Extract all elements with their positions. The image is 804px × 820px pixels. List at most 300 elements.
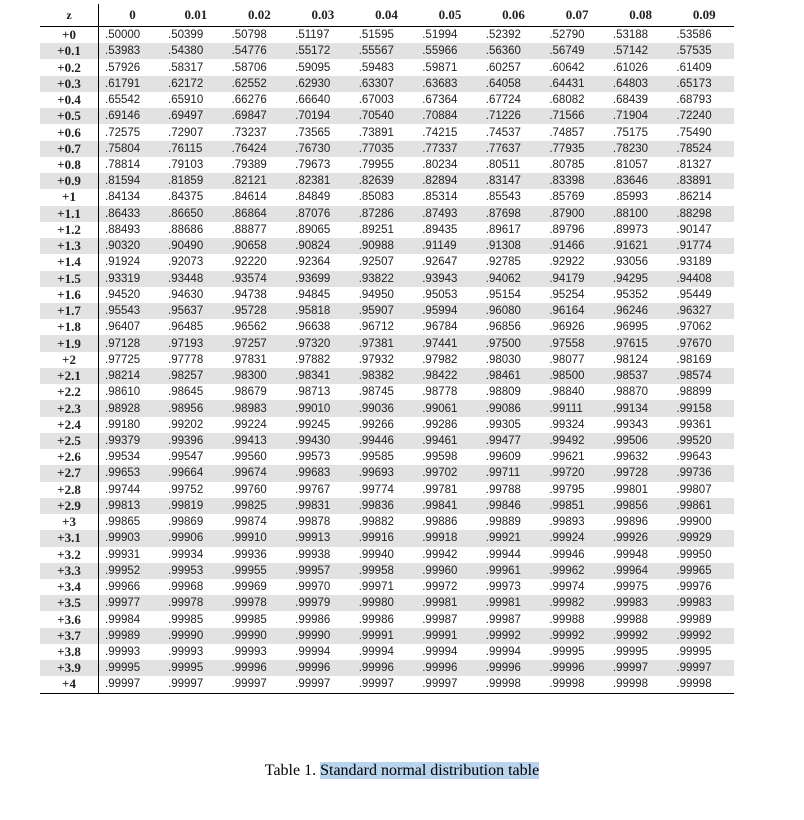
probability-cell: .99520 (670, 433, 734, 449)
probability-cell: .95053 (422, 288, 458, 301)
probability-cell: .99996 (480, 660, 544, 676)
probability-cell: .93319 (99, 271, 163, 287)
probability-cell: .63683 (416, 76, 480, 92)
z-value-cell: +0.5 (40, 108, 99, 124)
probability-cell: .78814 (105, 158, 141, 171)
probability-cell: .94520 (105, 288, 141, 301)
probability-cell: .59871 (422, 61, 458, 74)
probability-cell: .62172 (162, 76, 226, 92)
probability-cell: .98124 (612, 353, 649, 366)
probability-cell: .99998 (543, 676, 607, 693)
probability-cell: .97320 (289, 335, 353, 351)
probability-cell: .64058 (480, 76, 544, 92)
probability-cell: .97558 (543, 335, 607, 351)
table-row (40, 384, 734, 400)
z-value-cell: +0.3 (40, 76, 99, 92)
column-header: 0.04 (353, 4, 417, 27)
probability-cell: .99981 (416, 595, 480, 611)
probability-cell: .90824 (289, 238, 353, 254)
table-row (40, 222, 734, 238)
probability-cell: .51197 (295, 29, 330, 42)
probability-cell: .65173 (670, 76, 734, 92)
probability-cell: .51595 (358, 29, 394, 42)
z-value-cell: +0.2 (40, 59, 99, 75)
probability-cell: .99990 (162, 628, 226, 644)
table-row (40, 676, 734, 693)
probability-cell: .81859 (162, 173, 226, 189)
probability-cell: .77035 (353, 141, 417, 157)
probability-cell: .71904 (607, 108, 671, 124)
z-value-cell: +0.6 (40, 124, 99, 140)
z-value-cell: +3.1 (40, 530, 99, 546)
probability-cell: .99856 (607, 498, 671, 514)
probability-cell: .65542 (105, 94, 141, 107)
caption-prefix: Table 1. (264, 762, 321, 779)
probability-cell: .89617 (485, 223, 521, 236)
z-value-cell: +0.7 (40, 141, 99, 157)
probability-cell: .92220 (231, 256, 267, 269)
probability-cell: .99245 (295, 418, 331, 431)
probability-cell: .99506 (607, 433, 671, 449)
probability-cell: .99461 (416, 433, 480, 449)
normal-distribution-table (40, 4, 734, 694)
z-value-cell: +1.3 (40, 238, 99, 254)
probability-cell: .54776 (226, 43, 290, 59)
probability-cell: .87698 (480, 206, 544, 222)
probability-cell: .75490 (676, 126, 712, 139)
probability-cell: .99893 (549, 516, 585, 529)
table-row (40, 271, 734, 287)
probability-cell: .62930 (289, 76, 353, 92)
probability-cell: .99767 (295, 483, 331, 496)
probability-cell: .98713 (295, 386, 331, 399)
probability-cell: .55567 (353, 43, 417, 59)
table-row (40, 76, 734, 92)
probability-cell: .99971 (358, 581, 394, 594)
probability-cell: .99975 (612, 581, 649, 594)
table-row (40, 449, 734, 465)
probability-cell: .99413 (226, 433, 290, 449)
probability-cell: .85769 (549, 191, 585, 204)
probability-cell: .97381 (353, 335, 417, 351)
probability-cell: .99980 (353, 595, 417, 611)
column-header: 0 (99, 4, 163, 27)
probability-cell: .94062 (480, 271, 544, 287)
probability-cell: .74215 (422, 126, 458, 139)
probability-cell: .99202 (168, 418, 204, 431)
probability-cell: .99996 (226, 660, 290, 676)
probability-cell: .99924 (543, 530, 607, 546)
probability-cell: .99992 (670, 628, 734, 644)
z-value-cell: +2 (40, 352, 99, 368)
probability-cell: .99998 (670, 676, 734, 693)
probability-cell: .99989 (676, 613, 712, 626)
probability-cell: .50000 (105, 29, 141, 42)
probability-cell: .71226 (480, 108, 544, 124)
probability-cell: .90147 (676, 223, 712, 236)
column-header: 0.07 (543, 4, 607, 27)
probability-cell: .99477 (480, 433, 544, 449)
probability-cell: .99430 (289, 433, 353, 449)
probability-cell: .54380 (162, 43, 226, 59)
probability-cell: .77337 (416, 141, 480, 157)
probability-cell: .99994 (358, 646, 394, 659)
table-row (40, 514, 734, 530)
probability-cell: .99989 (99, 628, 163, 644)
z-value-cell: +0.9 (40, 173, 99, 189)
probability-cell: .99994 (485, 646, 521, 659)
probability-cell: .98778 (422, 386, 458, 399)
probability-cell: .99036 (353, 400, 417, 416)
z-value-cell: +0.8 (40, 157, 99, 173)
probability-cell: .76730 (289, 141, 353, 157)
probability-cell: .99896 (612, 516, 649, 529)
table-row (40, 530, 734, 546)
probability-cell: .82894 (416, 173, 480, 189)
probability-cell: .99993 (105, 646, 141, 659)
z-value-cell: +2.7 (40, 465, 99, 481)
z-value-cell: +3.3 (40, 563, 99, 579)
probability-cell: .99781 (422, 483, 458, 496)
probability-cell: .99585 (358, 451, 394, 464)
probability-cell: .97441 (416, 335, 480, 351)
probability-cell: .82639 (353, 173, 417, 189)
probability-cell: .69146 (99, 108, 163, 124)
probability-cell: .91149 (416, 238, 480, 254)
probability-cell: .84134 (105, 191, 141, 204)
probability-cell: .77637 (480, 141, 544, 157)
probability-cell: .99966 (105, 581, 141, 594)
probability-cell: .99921 (480, 530, 544, 546)
probability-cell: .94408 (670, 271, 734, 287)
probability-cell: .94295 (607, 271, 671, 287)
probability-cell: .99993 (168, 646, 204, 659)
probability-cell: .64431 (543, 76, 607, 92)
probability-cell: .98983 (226, 400, 290, 416)
table-row (40, 417, 734, 433)
table-row (40, 238, 734, 254)
probability-cell: .80234 (422, 158, 458, 171)
probability-cell: .99983 (607, 595, 671, 611)
z-value-cell: +2.8 (40, 482, 99, 498)
probability-cell: .86214 (676, 191, 712, 204)
probability-cell: .99693 (353, 465, 417, 481)
z-value-cell: +3.2 (40, 547, 99, 563)
probability-cell: .67364 (422, 94, 458, 107)
probability-cell: .98461 (480, 368, 544, 384)
caption-highlighted-text[interactable]: Standard normal distribution table (320, 762, 540, 779)
z-value-cell: +0 (40, 27, 99, 44)
probability-cell: .89796 (549, 223, 585, 236)
probability-cell: .98809 (485, 386, 521, 399)
probability-cell: .96784 (422, 321, 458, 334)
probability-cell: .99968 (168, 581, 204, 594)
probability-cell: .99913 (289, 530, 353, 546)
probability-cell: .96246 (607, 303, 671, 319)
z-value-cell: +1.5 (40, 271, 99, 287)
probability-cell: .99950 (676, 548, 712, 561)
probability-cell: .91308 (480, 238, 544, 254)
z-value-cell: +1 (40, 189, 99, 205)
probability-cell: .70194 (289, 108, 353, 124)
probability-cell: .99801 (612, 483, 649, 496)
probability-cell: .73565 (295, 126, 331, 139)
probability-cell: .83891 (670, 173, 734, 189)
probability-cell: .85083 (358, 191, 394, 204)
z-value-cell: +4 (40, 676, 99, 693)
probability-cell: .76115 (162, 141, 226, 157)
probability-cell: .59095 (295, 61, 331, 74)
probability-cell: .99886 (422, 516, 458, 529)
probability-cell: .99995 (162, 660, 226, 676)
probability-cell: .99964 (607, 563, 671, 579)
probability-cell: .95907 (353, 303, 417, 319)
probability-cell: .99940 (358, 548, 394, 561)
probability-cell: .82381 (289, 173, 353, 189)
probability-cell: .96638 (295, 321, 331, 334)
probability-cell: .81057 (612, 158, 649, 171)
table-header-row (40, 4, 734, 27)
probability-cell: .99846 (480, 498, 544, 514)
table-row (40, 43, 734, 59)
probability-cell: .99910 (226, 530, 290, 546)
probability-cell: .63307 (353, 76, 417, 92)
probability-cell: .99609 (485, 451, 521, 464)
probability-cell: .99931 (105, 548, 141, 561)
probability-cell: .99547 (168, 451, 204, 464)
probability-cell: .96080 (480, 303, 544, 319)
probability-cell: .99889 (485, 516, 521, 529)
probability-cell: .74857 (549, 126, 585, 139)
probability-cell: .92785 (485, 256, 521, 269)
probability-cell: .99788 (485, 483, 521, 496)
table-row (40, 124, 734, 140)
probability-cell: .99795 (549, 483, 585, 496)
probability-cell: .99997 (289, 676, 353, 693)
probability-cell: .87493 (416, 206, 480, 222)
probability-cell: .92507 (358, 256, 394, 269)
probability-cell: .99061 (416, 400, 480, 416)
column-header: 0.08 (607, 4, 671, 27)
probability-cell: .99825 (226, 498, 290, 514)
probability-cell: .99991 (353, 628, 417, 644)
probability-cell: .99010 (289, 400, 353, 416)
probability-cell: .98077 (549, 353, 585, 366)
z-value-cell: +1.1 (40, 206, 99, 222)
probability-cell: .99996 (416, 660, 480, 676)
probability-cell: .99961 (480, 563, 544, 579)
probability-cell: .69847 (226, 108, 290, 124)
probability-cell: .99361 (676, 418, 712, 431)
probability-cell: .91774 (670, 238, 734, 254)
probability-cell: .99957 (289, 563, 353, 579)
table-row (40, 595, 734, 611)
probability-cell: .94845 (295, 288, 331, 301)
table-row (40, 433, 734, 449)
probability-cell: .98645 (168, 386, 204, 399)
probability-cell: .99841 (416, 498, 480, 514)
probability-cell: .53586 (676, 29, 712, 42)
probability-cell: .61791 (99, 76, 163, 92)
probability-cell: .52392 (485, 29, 521, 42)
probability-cell: .99305 (485, 418, 521, 431)
probability-cell: .99982 (543, 595, 607, 611)
z-value-cell: +3.5 (40, 595, 99, 611)
probability-cell: .96926 (549, 321, 585, 334)
z-value-cell: +2.5 (40, 433, 99, 449)
probability-cell: .98870 (612, 386, 649, 399)
probability-cell: .61026 (612, 61, 649, 74)
probability-cell: .95154 (485, 288, 521, 301)
probability-cell: .99938 (295, 548, 331, 561)
probability-cell: .84375 (168, 191, 204, 204)
probability-cell: .95352 (612, 288, 649, 301)
probability-cell: .67003 (358, 94, 394, 107)
probability-cell: .75175 (612, 126, 649, 139)
z-value-cell: +1.9 (40, 335, 99, 351)
probability-cell: .99878 (295, 516, 331, 529)
table-row (40, 319, 734, 335)
z-value-cell: +2.1 (40, 368, 99, 384)
table-row (40, 173, 734, 189)
probability-cell: .99560 (231, 451, 267, 464)
probability-cell: .87900 (543, 206, 607, 222)
probability-cell: .94630 (168, 288, 204, 301)
probability-cell: .99916 (353, 530, 417, 546)
probability-cell: .99224 (231, 418, 267, 431)
probability-cell: .87076 (289, 206, 353, 222)
table-row (40, 157, 734, 173)
probability-cell: .83646 (607, 173, 671, 189)
probability-cell: .99998 (480, 676, 544, 693)
probability-cell: .89065 (295, 223, 331, 236)
probability-cell: .79103 (168, 158, 204, 171)
probability-cell: .98300 (226, 368, 290, 384)
probability-cell: .51994 (422, 29, 458, 42)
probability-cell: .99621 (549, 451, 585, 464)
probability-cell: .75804 (99, 141, 163, 157)
probability-cell: .69497 (162, 108, 226, 124)
probability-cell: .67724 (485, 94, 521, 107)
probability-cell: .91621 (607, 238, 671, 254)
probability-cell: .97062 (676, 321, 712, 334)
probability-cell: .99865 (105, 516, 141, 529)
probability-cell: .97128 (99, 335, 163, 351)
probability-cell: .89973 (612, 223, 649, 236)
probability-cell: .99944 (485, 548, 521, 561)
probability-cell: .99632 (612, 451, 649, 464)
probability-cell: .92922 (549, 256, 585, 269)
probability-cell: .99702 (416, 465, 480, 481)
probability-cell: .58317 (168, 61, 204, 74)
probability-cell: .97982 (422, 353, 458, 366)
probability-cell: .80511 (485, 158, 521, 171)
probability-cell: .99266 (358, 418, 394, 431)
column-header: 0.01 (162, 4, 226, 27)
probability-cell: .99936 (231, 548, 267, 561)
probability-cell: .99997 (416, 676, 480, 693)
probability-cell: .99990 (226, 628, 290, 644)
probability-cell: .99990 (289, 628, 353, 644)
table-row (40, 660, 734, 676)
probability-cell: .99396 (162, 433, 226, 449)
probability-cell: .97500 (480, 335, 544, 351)
column-header: 0.03 (289, 4, 353, 27)
probability-cell: .99996 (543, 660, 607, 676)
probability-cell: .77935 (543, 141, 607, 157)
table-row (40, 482, 734, 498)
probability-cell: .99976 (676, 581, 712, 594)
probability-cell: .90658 (226, 238, 290, 254)
table-row (40, 352, 734, 368)
z-value-cell: +3 (40, 514, 99, 530)
probability-cell: .99983 (670, 595, 734, 611)
probability-cell: .99926 (607, 530, 671, 546)
z-value-cell: +2.3 (40, 400, 99, 416)
probability-cell: .99683 (289, 465, 353, 481)
z-value-cell: +2.4 (40, 417, 99, 433)
probability-cell: .99836 (353, 498, 417, 514)
probability-cell: .98899 (676, 386, 712, 399)
probability-cell: .99918 (416, 530, 480, 546)
probability-cell: .97932 (358, 353, 394, 366)
probability-cell: .99946 (549, 548, 585, 561)
probability-cell: .66640 (295, 94, 331, 107)
probability-cell: .98574 (670, 368, 734, 384)
probability-cell: .98030 (485, 353, 521, 366)
table-row (40, 611, 734, 627)
table-row (40, 206, 734, 222)
probability-cell: .99997 (226, 676, 290, 693)
probability-cell: .56749 (543, 43, 607, 59)
probability-cell: .93574 (226, 271, 290, 287)
probability-cell: .93822 (353, 271, 417, 287)
probability-cell: .97725 (105, 353, 141, 366)
probability-cell: .99978 (162, 595, 226, 611)
probability-cell: .94950 (358, 288, 394, 301)
probability-cell: .98679 (231, 386, 267, 399)
probability-cell: .98169 (676, 353, 712, 366)
probability-cell: .98341 (289, 368, 353, 384)
probability-cell: .99972 (422, 581, 458, 594)
probability-cell: .88493 (105, 223, 141, 236)
probability-cell: .57926 (105, 61, 141, 74)
probability-cell: .85314 (422, 191, 458, 204)
probability-cell: .99324 (549, 418, 585, 431)
probability-cell: .99720 (543, 465, 607, 481)
probability-cell: .60257 (485, 61, 521, 74)
probability-cell: .55172 (289, 43, 353, 59)
probability-cell: .99986 (358, 613, 394, 626)
probability-cell: .68439 (612, 94, 649, 107)
probability-cell: .99985 (168, 613, 204, 626)
probability-cell: .99994 (422, 646, 458, 659)
probability-cell: .50798 (231, 29, 267, 42)
probability-cell: .94738 (231, 288, 267, 301)
probability-cell: .99343 (612, 418, 649, 431)
probability-cell: .99492 (543, 433, 607, 449)
probability-cell: .96407 (105, 321, 141, 334)
probability-cell: .72575 (105, 126, 141, 139)
probability-cell: .99981 (480, 595, 544, 611)
table-body (40, 27, 734, 694)
probability-cell: .98610 (105, 386, 141, 399)
probability-cell: .99774 (358, 483, 394, 496)
table-row (40, 335, 734, 351)
probability-cell: .95254 (549, 288, 585, 301)
probability-cell: .98956 (162, 400, 226, 416)
z-value-cell: +3.7 (40, 628, 99, 644)
